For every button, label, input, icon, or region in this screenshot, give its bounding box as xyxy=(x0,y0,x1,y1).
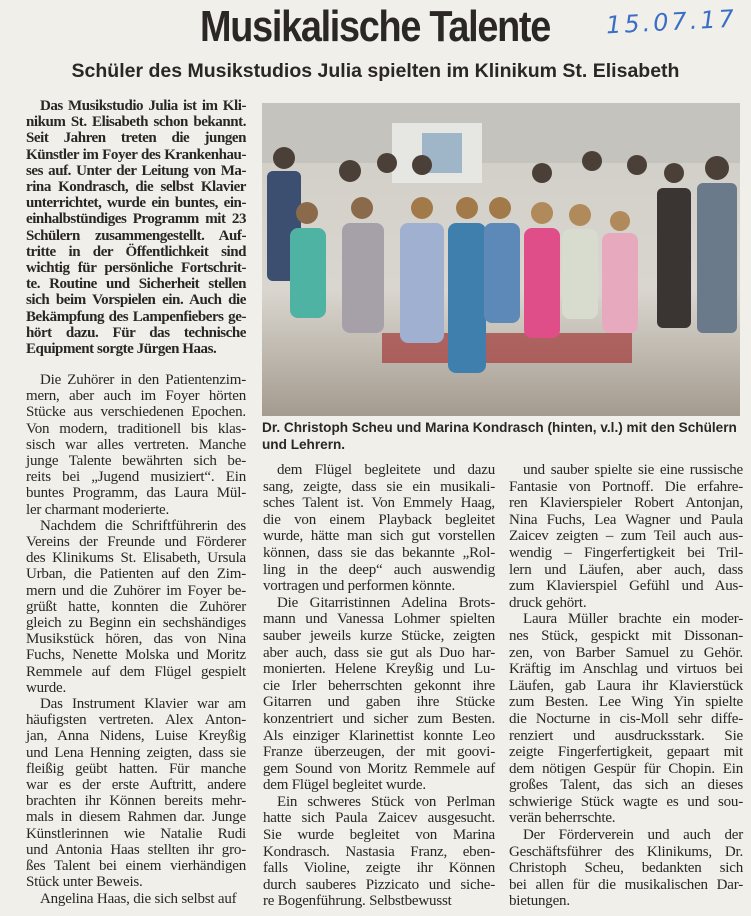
text-line: zen, von Barber Samuel zu Gehör. xyxy=(509,644,743,661)
paragraph xyxy=(26,891,246,907)
text-line: war es der erste Auftritt, andere xyxy=(26,777,246,794)
text-line: Das Musikstudio Julia ist im Kli- xyxy=(40,98,246,114)
text-line: vortragen und performen könnte. xyxy=(263,578,456,595)
text-line: Geschäftsführer des Klinikums, Dr. xyxy=(509,843,743,860)
text-line: Remmele auf dem Flügel gespielt xyxy=(26,663,246,680)
text-line: wurde, hätte man sich gut vorstellen xyxy=(263,528,495,545)
text-line: Künstler im Foyer des Krankenhau- xyxy=(26,146,246,163)
paragraph xyxy=(509,827,743,910)
text-line: sauber jeweils kurze Stücke, zeigten xyxy=(263,627,495,644)
group-photo-illustration xyxy=(262,103,740,416)
text-line: druck gehört. xyxy=(509,594,587,611)
text-line: Kondrasch. Nastasia Franz, eben- xyxy=(263,843,495,860)
photo-caption: Dr. Christoph Scheu und Marina Kondrasch (hinten, v.l.) mit den Schülern und Lehrern. xyxy=(262,420,737,452)
text-line: sang, zeigte, dass sie ein musikali- xyxy=(263,478,495,495)
subheadline: Schüler des Musikstudios Julia spielten im Klinikum St. Elisabeth xyxy=(71,60,680,82)
text-line: gem Sound von Moritz Remmele auf xyxy=(263,760,495,777)
text-line: Zaicev zeigten – zum Teil auch aus- xyxy=(509,528,743,545)
text-line: Equipment sorgte Jürgen Haas. xyxy=(26,341,217,358)
text-line: Gitarren und gaben ihre Stücke xyxy=(263,694,495,711)
text-line: wurde. xyxy=(26,679,67,696)
text-line: zum Klavierspiel Gefühl und Aus- xyxy=(509,578,743,595)
text-line: ren Klavierspieler Robert Antonjan, xyxy=(509,495,743,512)
text-line: Nina Fuchs, Lea Wagner und Paula xyxy=(509,511,743,528)
text-line: dem Flügel begleitete und dazu xyxy=(277,462,495,478)
text-line: te. Routine und Sicherheit stellen xyxy=(26,276,246,293)
paragraph xyxy=(263,595,495,794)
text-line: grüßt hatte, konnten die Zuhörer xyxy=(26,598,246,615)
text-line: Urban, die Patienten auf den Zim- xyxy=(26,566,246,583)
text-line: sisch war alles vertreten. Manche xyxy=(26,436,246,453)
text-line: Angelina Haas, die sich selbst auf xyxy=(40,890,237,907)
text-line: wendig – Fingerfertigkeit bei Tril- xyxy=(509,544,743,561)
text-line: cie Irler beherrschten gekonnt ihre xyxy=(263,677,495,694)
text-line: rina Kondrasch, die selbst Klavier xyxy=(26,179,246,196)
text-line: Musikstück hören, das von Nina xyxy=(26,631,246,648)
text-line: Der Förderverein und auch der xyxy=(523,827,743,844)
text-line: buntes Programm, das Laura Mül- xyxy=(26,485,246,502)
paragraph xyxy=(509,611,743,827)
text-line: durch sauberes Pizzicato und siche- xyxy=(263,876,495,893)
group-photo xyxy=(262,103,740,416)
text-line: Seit Jahren treten die jungen xyxy=(26,130,246,147)
text-line: Als einziger Klarinettist konnte Leo xyxy=(263,727,495,744)
text-line: Kräftig im Anschlag und virtuos bei xyxy=(509,661,743,678)
text-line: nikum St. Elisabeth schon bekannt. xyxy=(26,114,246,131)
text-line: aber auch, dass sie gut als Duo har- xyxy=(263,644,495,661)
text-line: Sie wurde begleitet von Marina xyxy=(263,827,495,844)
text-line: konzentriert und sicher zum Besten. xyxy=(263,710,495,727)
text-line: brachten ihr Können bereits mehr- xyxy=(26,793,246,810)
text-line: und sauber spielte sie eine russische xyxy=(523,462,743,478)
text-line: Fantasie von Portnoff. Die erfahre- xyxy=(509,478,743,495)
text-line: verän beherrschte. xyxy=(509,810,616,827)
text-line: reits bei „Jugend musiziert“. Ein xyxy=(26,469,246,486)
text-line: ler charmant moderierte. xyxy=(26,501,170,518)
text-line: unterrichtet, wurde ein buntes, ein- xyxy=(26,195,246,212)
text-line: nes Stück, gespickt mit Dissonan- xyxy=(509,627,743,644)
text-line: Die Gitarristinnen Adelina Brots- xyxy=(277,594,495,611)
text-line: Läufen, gab Laura ihr Klavierstück xyxy=(509,677,743,694)
text-line: Laura Müller brachte ein moder- xyxy=(523,611,743,628)
paragraph xyxy=(263,794,495,910)
text-line: mann und Vanessa Lohmer spielten xyxy=(263,611,495,628)
text-line: gleich zu Beginn ein sechshändiges xyxy=(26,615,246,632)
paragraph xyxy=(26,372,246,518)
paragraph xyxy=(263,462,495,595)
article-intro xyxy=(26,98,246,357)
article-column-3 xyxy=(509,462,743,910)
text-line: Stück unter Beweis. xyxy=(26,874,143,891)
text-line: renziert und ausdrucksstark. Sie xyxy=(509,727,743,744)
text-line: ßes Talent bei einem vierhändigen xyxy=(26,858,246,875)
text-line: tritte in der Öffentlichkeit sind xyxy=(26,243,246,260)
text-line: die von einem Playback begleitet xyxy=(263,511,495,528)
text-line: hatte sich Paula Zaicev ausgesucht. xyxy=(263,810,495,827)
text-line: des Klinikums St. Elisabeth, Ursula xyxy=(26,550,246,567)
text-line: Künstlerinnen wie Natalie Rudi xyxy=(26,825,246,842)
text-line: ses auf. Unter der Leitung von Ma- xyxy=(26,162,246,179)
text-line: häufigsten vertreten. Alex Anton- xyxy=(26,712,246,729)
paragraph xyxy=(26,98,246,357)
text-line: re Bogenführung. Selbstbewusst xyxy=(263,893,452,910)
text-line: fleißig geübt hatten. Für manche xyxy=(26,760,246,777)
text-line: einhalbstündiges Programm mit 23 xyxy=(26,211,246,228)
text-line: bei allen für die musikalischen Dar- xyxy=(509,876,743,893)
text-line: zum Besten. Lee Wing Yin spielte xyxy=(509,694,743,711)
text-line: Stücke aus verschiedenen Epochen. xyxy=(26,404,246,421)
handwritten-date: 15.07.17 xyxy=(605,4,738,40)
text-line: Schülern zusammengestellt. Auf- xyxy=(26,227,246,244)
text-line: ling in the deep“ auch auswendig xyxy=(263,561,495,578)
text-line: die Nocturne in cis-Moll sehr diffe- xyxy=(509,710,743,727)
article-column-2 xyxy=(263,462,495,910)
text-line: lern und Läufen, aber auch, dass xyxy=(509,561,743,578)
text-line: mern und die Zuhörer im Foyer be- xyxy=(26,582,246,599)
text-line: falls Violine, zeigte ihr Können xyxy=(263,860,495,877)
text-line: bietungen. xyxy=(509,893,570,910)
text-line: mals in diesem Rahmen dar. Junge xyxy=(26,809,246,826)
paragraph xyxy=(509,462,743,611)
text-line: sich beim Vorspielen ein. Auch die xyxy=(26,292,246,309)
text-line: dem nötigen Gespür für Chopin. Ein xyxy=(509,760,743,777)
text-line: dem Flügel begleitet wurde. xyxy=(263,777,426,794)
text-line: Fuchs, Nenette Molska und Moritz xyxy=(26,647,246,664)
text-line: Bekämpfung des Lampenfiebers ge- xyxy=(26,308,246,325)
text-line: monierten. Helene Kreyßig und Lu- xyxy=(263,661,495,678)
text-line: Nachdem die Schriftführerin des xyxy=(40,517,246,534)
text-line: junge Talente bewährten sich be- xyxy=(26,453,246,470)
article-column-1 xyxy=(26,372,246,907)
text-line: sches Talent ist. Von Emmely Haag, xyxy=(263,495,495,512)
text-line: schwierige Stück wagte es und sou- xyxy=(509,793,743,810)
paragraph xyxy=(26,696,246,890)
text-line: hört dazu. Für das technische xyxy=(26,324,246,341)
text-line: Christoph Scheu, bedankten sich xyxy=(509,860,743,877)
text-line: jan, Anna Nidens, Luise Kreyßig xyxy=(26,728,246,745)
paragraph xyxy=(26,518,246,696)
text-line: großes Talent, das sich an dieses xyxy=(509,777,743,794)
text-line: und Lena Henning zeigten, dass sie xyxy=(26,744,246,761)
text-line: zeigte Fingerfertigkeit, gepaart mit xyxy=(509,744,743,761)
text-line: Die Zuhörer in den Patientenzim- xyxy=(40,372,246,388)
text-line: Von modern, traditionell bis klas- xyxy=(26,420,246,437)
text-line: können, dass sie das bekannte „Rol- xyxy=(263,544,495,561)
headline: Musikalische Talente xyxy=(200,2,550,51)
text-line: wichtig für persönliche Fortschrit- xyxy=(26,260,246,277)
text-line: Vereins der Freunde und Förderer xyxy=(26,534,246,551)
text-line: Das Instrument Klavier war am xyxy=(40,696,246,713)
text-line: und Antonia Haas stellten ihr gro- xyxy=(26,841,246,858)
text-line: mern, aber auch im Foyer hörten xyxy=(26,388,246,405)
text-line: Ein schweres Stück von Perlman xyxy=(277,793,495,810)
text-line: Franze überzeugen, der mit goovi- xyxy=(263,744,495,761)
